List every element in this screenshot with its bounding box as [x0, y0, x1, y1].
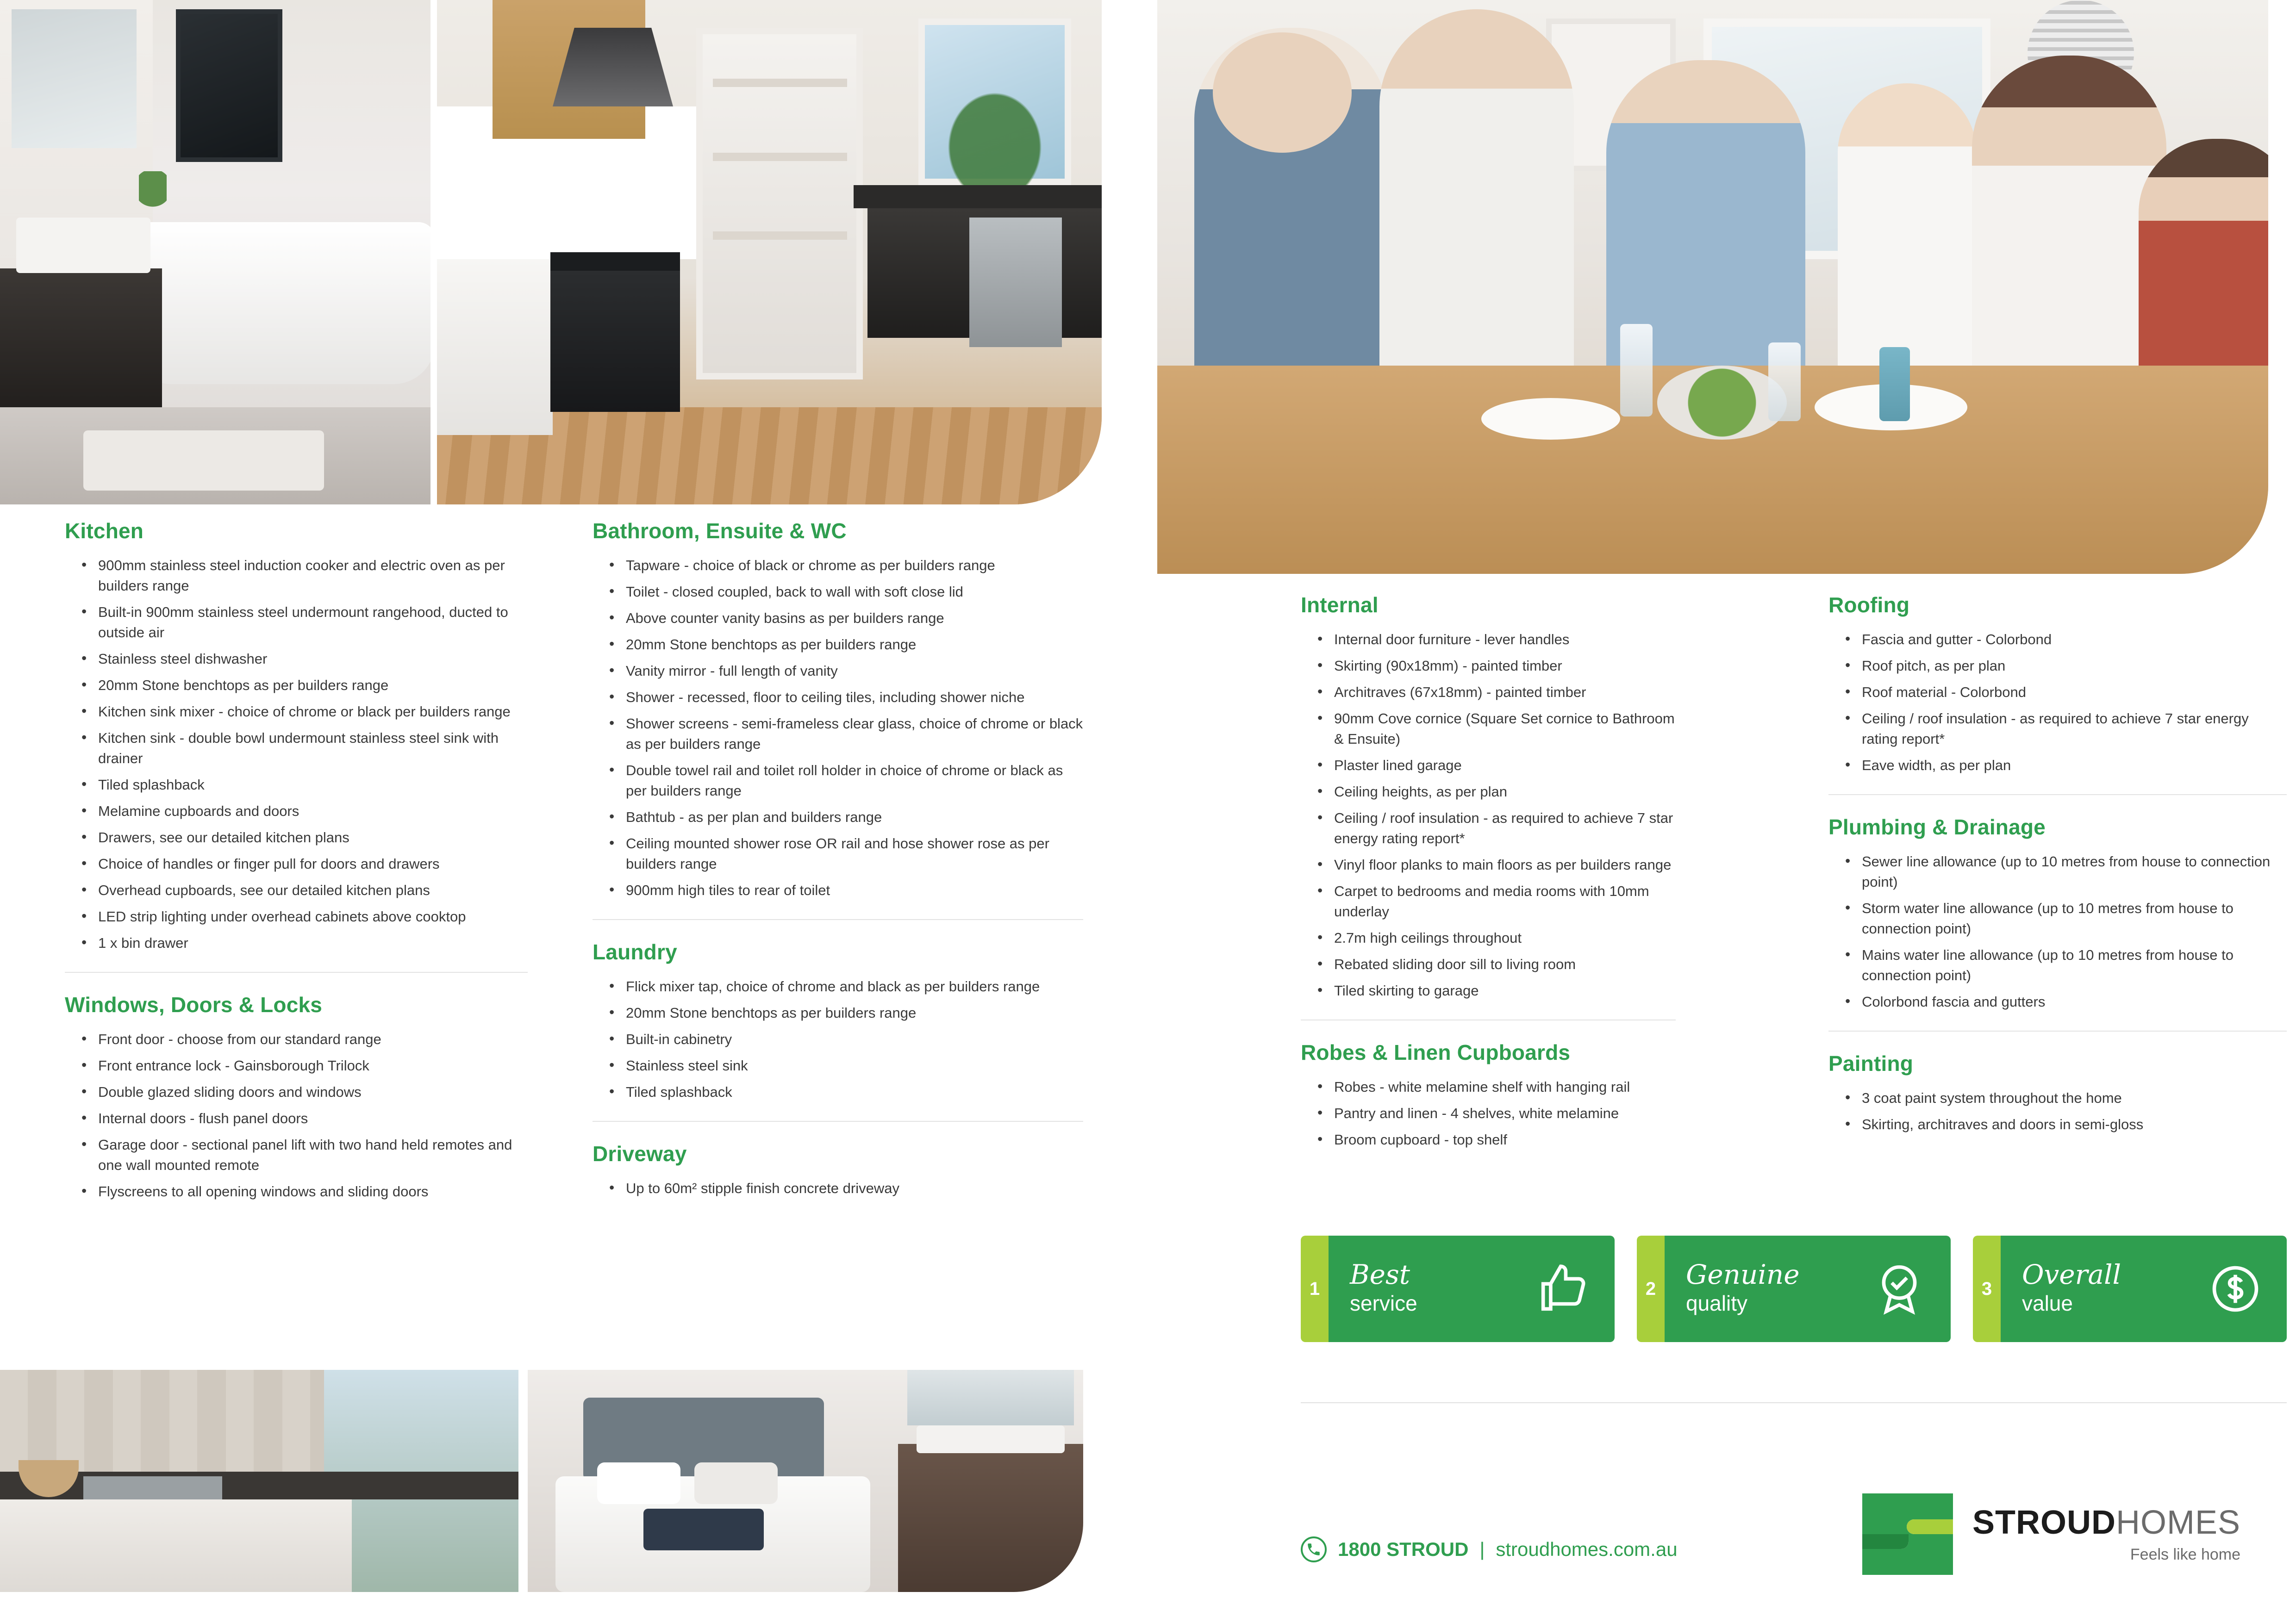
list-item: • Built-in 900mm stainless steel undermount rangehood, ducted to outside air	[65, 602, 528, 643]
section-kitchen	[65, 518, 528, 953]
logo-name-light: HOMES	[2115, 1504, 2240, 1541]
list-item: • Roof pitch, as per plan	[1828, 656, 2287, 676]
painting-list	[1828, 1088, 2287, 1135]
badge-number: 1	[1301, 1236, 1329, 1342]
list-item: • Front door - choose from our standard range	[65, 1029, 528, 1050]
list-item: • Choice of handles or finger pull for doors and drawers	[65, 854, 528, 874]
list-item: • Melamine cupboards and doors	[65, 801, 528, 821]
badge-plain-text: value	[2022, 1291, 2073, 1316]
logo-name-bold: STROUD	[1972, 1504, 2116, 1541]
driveway-list	[593, 1178, 1083, 1199]
list-item: • Ceiling heights, as per plan	[1301, 782, 1676, 802]
list-item: • Carpet to bedrooms and media rooms with 10mm underlay	[1301, 881, 1676, 922]
badge-number: 2	[1637, 1236, 1665, 1342]
list-item: • 20mm Stone benchtops as per builders range	[593, 634, 1083, 655]
list-item: • Stainless steel sink	[593, 1056, 1083, 1076]
list-item: • Ceiling / roof insulation - as required to achieve 7 star energy rating report*	[1301, 808, 1676, 849]
section-robes-linen	[1301, 1020, 1676, 1150]
left-text-columns	[0, 518, 1102, 1220]
badge-best-service	[1301, 1236, 1615, 1342]
contact-bar	[1301, 1536, 1678, 1562]
list-item: • 90mm Cove cornice (Square Set cornice to Bathroom & Ensuite)	[1301, 709, 1676, 749]
badge-script-text: Genuine	[1686, 1259, 1800, 1291]
section-title: Kitchen	[65, 519, 144, 543]
list-item: • 900mm high tiles to rear of toilet	[593, 880, 1083, 901]
internal-list	[1301, 629, 1676, 1001]
list-item: • Internal doors - flush panel doors	[65, 1108, 528, 1129]
list-item: • Robes - white melamine shelf with hanging rail	[1301, 1077, 1676, 1097]
kitchen-bottom-photo	[0, 1370, 518, 1592]
robes-list	[1301, 1077, 1676, 1150]
thumbs-up-icon	[1533, 1259, 1593, 1319]
section-title: Roofing	[1828, 593, 1910, 617]
bathroom-photo	[0, 0, 430, 504]
list-item: • Skirting (90x18mm) - painted timber	[1301, 656, 1676, 676]
list-item: • Tapware - choice of black or chrome as per builders range	[593, 555, 1083, 576]
list-item: • Tiled skirting to garage	[1301, 981, 1676, 1001]
list-item: • Bathtub - as per plan and builders range	[593, 807, 1083, 827]
badge-overall-value	[1973, 1236, 2287, 1342]
list-item: • Shower - recessed, floor to ceiling tiles, including shower niche	[593, 687, 1083, 708]
list-item: • Rebated sliding door sill to living room	[1301, 954, 1676, 975]
list-item: • 3 coat paint system throughout the home	[1828, 1088, 2287, 1108]
list-item: • Built-in cabinetry	[593, 1029, 1083, 1050]
list-item: • Flyscreens to all opening windows and sliding doors	[65, 1181, 528, 1202]
laundry-list	[593, 976, 1083, 1102]
list-item: • Fascia and gutter - Colorbond	[1828, 629, 2287, 650]
list-item: • Shower screens - semi-frameless clear glass, choice of chrome or black as per builders range	[593, 714, 1083, 754]
dollar-circle-icon	[2205, 1259, 2265, 1319]
list-item: • 20mm Stone benchtops as per builders range	[65, 675, 528, 696]
list-item: • Internal door furniture - lever handles	[1301, 629, 1676, 650]
list-item: • Storm water line allowance (up to 10 metres from house to connection point)	[1828, 898, 2287, 939]
logo-tagline: Feels like home	[2130, 1546, 2240, 1563]
right-column-b	[1676, 592, 2287, 1169]
list-item: • Stainless steel dishwasher	[65, 649, 528, 669]
list-item: • Tiled splashback	[65, 775, 528, 795]
list-item: • Double glazed sliding doors and windows	[65, 1082, 528, 1102]
badge-script-text: Best	[1350, 1259, 1410, 1291]
badge-plain-text: quality	[1686, 1291, 1747, 1316]
list-item: • Drawers, see our detailed kitchen plans	[65, 827, 528, 848]
list-item: • Pantry and linen - 4 shelves, white melamine	[1301, 1103, 1676, 1124]
windows-doors-list	[65, 1029, 528, 1202]
badge-script-text: Overall	[2022, 1259, 2121, 1291]
section-title: Robes & Linen Cupboards	[1301, 1040, 1571, 1065]
badge-number: 3	[1973, 1236, 2001, 1342]
section-plumbing-drainage	[1828, 794, 2287, 1012]
list-item: • Mains water line allowance (up to 10 metres from house to connection point)	[1828, 945, 2287, 986]
list-item: • Toilet - closed coupled, back to wall with soft close lid	[593, 582, 1083, 602]
website-link[interactable]: stroudhomes.com.au	[1496, 1538, 1678, 1560]
list-item: • Plaster lined garage	[1301, 755, 1676, 776]
top-photo-strip	[0, 0, 1102, 504]
plumbing-list	[1828, 852, 2287, 1012]
right-text-columns	[1157, 592, 2287, 1169]
list-item: • Ceiling mounted shower rose OR rail and hose shower rose as per builders range	[593, 833, 1083, 874]
section-title: Driveway	[593, 1142, 687, 1166]
logo-wordmark	[1972, 1506, 2240, 1562]
logo-mark-icon	[1857, 1488, 1959, 1580]
list-item: • Vinyl floor planks to main floors as per builders range	[1301, 855, 1676, 875]
kitchen-list	[65, 555, 528, 953]
bathroom-list	[593, 555, 1083, 901]
section-painting	[1828, 1031, 2287, 1135]
list-item: • Vanity mirror - full length of vanity	[593, 661, 1083, 681]
section-title: Painting	[1828, 1051, 1914, 1076]
list-item: • Kitchen sink mixer - choice of chrome or black per builders range	[65, 702, 528, 722]
quality-seal-icon	[1869, 1259, 1929, 1319]
section-driveway	[593, 1121, 1083, 1199]
list-item: • Eave width, as per plan	[1828, 755, 2287, 776]
list-item: • Flick mixer tap, choice of chrome and black as per builders range	[593, 976, 1083, 997]
phone-icon	[1301, 1536, 1327, 1562]
badge-genuine-quality	[1637, 1236, 1951, 1342]
list-item: • Architraves (67x18mm) - painted timber	[1301, 682, 1676, 703]
list-item: • 2.7m high ceilings throughout	[1301, 928, 1676, 948]
list-item: • Roof material - Colorbond	[1828, 682, 2287, 703]
list-item: • Sewer line allowance (up to 10 metres from house to connection point)	[1828, 852, 2287, 892]
left-column-b	[546, 518, 1102, 1220]
section-title: Plumbing & Drainage	[1828, 815, 2046, 839]
family-dining-photo	[1157, 0, 2268, 574]
list-item: • Above counter vanity basins as per builders range	[593, 608, 1083, 628]
bedroom-ensuite-photo	[528, 1370, 1083, 1592]
value-badges	[1301, 1236, 2287, 1342]
list-item: • Ceiling / roof insulation - as required to achieve 7 star energy rating report*	[1828, 709, 2287, 749]
section-bathroom-ensuite-wc	[593, 518, 1083, 901]
section-title: Bathroom, Ensuite & WC	[593, 519, 847, 543]
stroud-homes-logo	[1857, 1488, 2240, 1580]
list-item: • Front entrance lock - Gainsborough Trilock	[65, 1056, 528, 1076]
badge-plain-text: service	[1350, 1291, 1417, 1316]
list-item: • Tiled splashback	[593, 1082, 1083, 1102]
section-windows-doors-locks	[65, 972, 528, 1202]
list-item: • 1 x bin drawer	[65, 933, 528, 953]
list-item: • Overhead cupboards, see our detailed kitchen plans	[65, 880, 528, 901]
contact-divider: |	[1479, 1538, 1485, 1560]
list-item: • LED strip lighting under overhead cabinets above cooktop	[65, 907, 528, 927]
section-roofing	[1828, 592, 2287, 776]
list-item: • Skirting, architraves and doors in semi-gloss	[1828, 1114, 2287, 1135]
list-item: • 900mm stainless steel induction cooker and electric oven as per builders range	[65, 555, 528, 596]
left-panel	[0, 0, 1129, 1623]
roofing-list	[1828, 629, 2287, 776]
right-column-a	[1157, 592, 1676, 1169]
list-item: • Double towel rail and toilet roll holder in choice of chrome or black as per builders range	[593, 760, 1083, 801]
phone-number[interactable]: 1800 STROUD	[1338, 1538, 1469, 1560]
footer-divider	[1301, 1402, 2287, 1403]
list-item: • Up to 60m² stipple finish concrete driveway	[593, 1178, 1083, 1199]
bottom-photo-strip	[0, 1370, 1102, 1623]
list-item: • Garage door - sectional panel lift with two hand held remotes and one wall mounted remote	[65, 1135, 528, 1175]
section-title: Windows, Doors & Locks	[65, 993, 323, 1017]
section-laundry	[593, 919, 1083, 1102]
list-item: • Kitchen sink - double bowl undermount stainless steel sink with drainer	[65, 728, 528, 769]
list-item: • Broom cupboard - top shelf	[1301, 1130, 1676, 1150]
right-panel	[1148, 0, 2296, 1623]
list-item: • 20mm Stone benchtops as per builders range	[593, 1003, 1083, 1023]
section-internal	[1301, 592, 1676, 1001]
section-title: Laundry	[593, 940, 677, 964]
section-title: Internal	[1301, 593, 1379, 617]
list-item: • Colorbond fascia and gutters	[1828, 992, 2287, 1012]
kitchen-photo	[437, 0, 1102, 504]
left-column-a	[0, 518, 546, 1220]
